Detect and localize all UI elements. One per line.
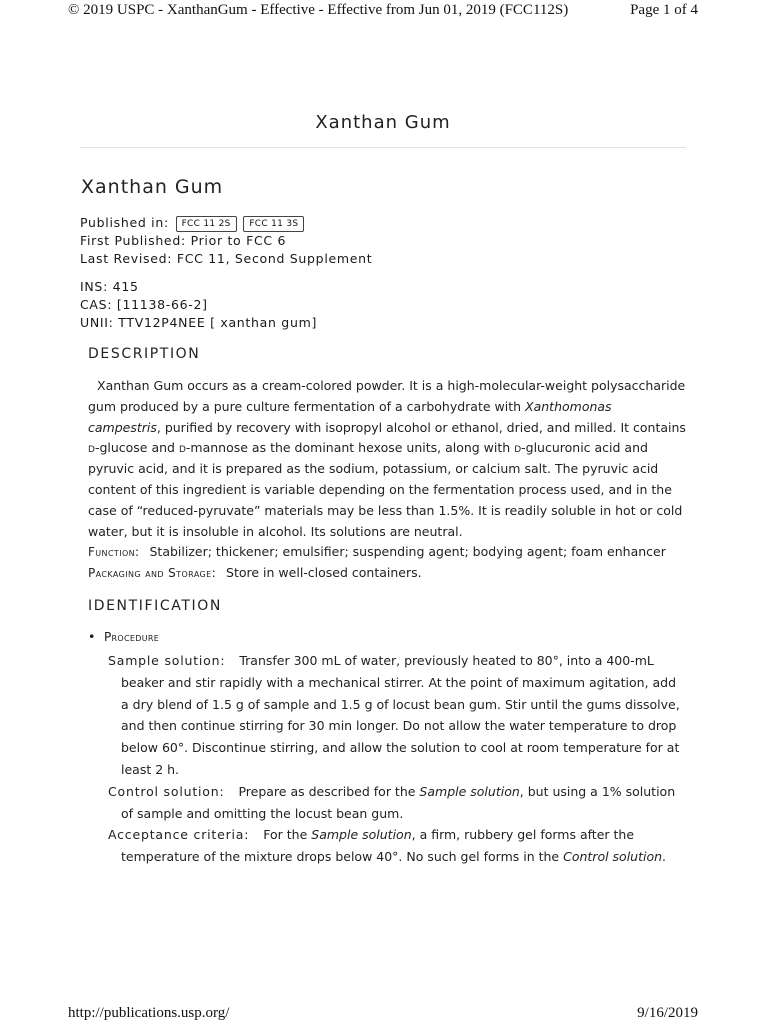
acceptance-criteria-item: [108, 824, 686, 868]
function-text: Stabilizer; thickener; emulsifier; suspending agent; bodying agent; foam enhancer: [149, 544, 666, 560]
sample-solution-item: [108, 650, 686, 781]
print-date: 9/16/2019: [637, 1005, 698, 1021]
packaging-paragraph: [88, 563, 686, 584]
unii-label: UNII:: [80, 315, 114, 330]
last-revised-label: Last Revised:: [80, 251, 173, 266]
publication-meta: [80, 214, 686, 268]
ins-value: 415: [112, 279, 139, 294]
procedure-list-item: [88, 628, 686, 646]
print-header-source: © 2019 USPC - XanthanGum - Effective - Effective from Jun 01, 2019 (FCC112S): [68, 2, 569, 18]
print-header: [68, 2, 698, 22]
cas-row: [80, 296, 686, 314]
sample-solution-text: Transfer 300 mL of water, previously heated to 80°, into a 400-mL beaker and stir rapidly with a mechanical stirrer. At the point of maximum agitation, add a dry blend of 1.5 g of sample and 1.5 g of locust bean gum. Stir until the gums dissolve, and then continue stirring for 30 min longer. Do not allow the water temperature to drop below 60°. Discontinue stirring, and allow the solution to cool at room temperature for at least 2 h.: [121, 652, 680, 777]
procedure-label: Procedure: [104, 629, 160, 644]
identifier-meta: [80, 278, 686, 332]
description-heading: DESCRIPTION: [88, 346, 201, 362]
description-text: -mannose as the dominant hexose units, along with: [185, 440, 515, 456]
source-url[interactable]: http://publications.usp.org/: [68, 1005, 230, 1021]
page-number: Page 1 of 4: [630, 2, 698, 18]
publication-badge[interactable]: FCC 11 3S: [243, 216, 304, 232]
d-configuration-prefix: d: [514, 440, 522, 456]
description-text: -glucuronic acid and pyruvic acid, and it is prepared as the sodium, potassium, or calcium salt. The pyruvic acid content of this ingredient is variable depending on the fermentation process used, and in the case of “reduced-pyruvate” materials may be less than 1.5%. It is readily soluble in hot or cold water, but it is insoluble in alcohol. Its solutions are neutral.: [88, 440, 683, 539]
control-solution-reference[interactable]: Control solution: [563, 849, 663, 865]
cas-value: [11138-66-2]: [116, 297, 208, 312]
sample-solution-label: Sample solution:: [108, 652, 226, 668]
control-solution-item: [108, 781, 686, 825]
ins-row: [80, 278, 686, 296]
description-paragraph: [88, 376, 686, 542]
ins-label: INS:: [80, 279, 108, 294]
description-section: [80, 376, 686, 584]
description-text: Xanthan Gum occurs as a cream-colored powder. It is a high-molecular-weight polysaccharide gum produced by a pure culture fermentation of a carbohydrate with: [88, 378, 686, 414]
acceptance-criteria-label: Acceptance criteria:: [108, 827, 250, 843]
first-published-label: First Published:: [80, 233, 186, 248]
first-published-value: Prior to FCC 6: [190, 233, 287, 248]
function-paragraph: [88, 542, 686, 563]
published-in-label: Published in:: [80, 215, 169, 230]
organism-name: Xanthomonas campestris: [88, 398, 612, 435]
d-configuration-prefix: d: [178, 440, 186, 456]
control-solution-text: , but using a 1% solution of sample and omitting the locust bean gum.: [121, 783, 676, 821]
monograph-title: Xanthan Gum: [81, 176, 224, 198]
last-revised-value: FCC 11, Second Supplement: [176, 251, 373, 266]
d-configuration-prefix: d: [88, 440, 95, 456]
monograph-content: [80, 176, 686, 868]
publication-badge[interactable]: FCC 11 2S: [176, 216, 237, 232]
function-label: Function:: [88, 545, 140, 560]
packaging-text: Store in well-closed containers.: [226, 565, 422, 581]
packaging-label: Packaging and Storage:: [88, 566, 217, 581]
description-text: , purified by recovery with isopropyl alcohol or ethanol, dried, and milled. It contains: [156, 419, 686, 435]
acceptance-criteria-text: For the: [263, 827, 312, 843]
control-solution-label: Control solution:: [108, 783, 225, 799]
bullet-icon: •: [88, 628, 96, 644]
description-text: -glucose and: [94, 440, 179, 456]
control-solution-text: Prepare as described for the: [238, 783, 420, 799]
identification-heading: IDENTIFICATION: [88, 597, 222, 614]
published-in-row: [80, 214, 686, 232]
unii-row: [80, 314, 686, 332]
first-published-row: [80, 232, 686, 250]
last-revised-row: [80, 250, 686, 268]
sample-solution-reference[interactable]: Sample solution: [311, 827, 412, 843]
print-footer: [68, 1005, 698, 1025]
acceptance-criteria-text: .: [662, 849, 667, 865]
acceptance-criteria-text: , a firm, rubbery gel forms after the temperature of the mixture drops below 40°. No such gel forms in the: [121, 827, 635, 865]
title-divider: [80, 147, 686, 148]
cas-label: CAS:: [80, 297, 113, 312]
sample-solution-reference[interactable]: Sample solution: [419, 783, 520, 799]
unii-value: TTV12P4NEE [ xanthan gum]: [118, 315, 318, 330]
document-title: Xanthan Gum: [315, 112, 451, 133]
